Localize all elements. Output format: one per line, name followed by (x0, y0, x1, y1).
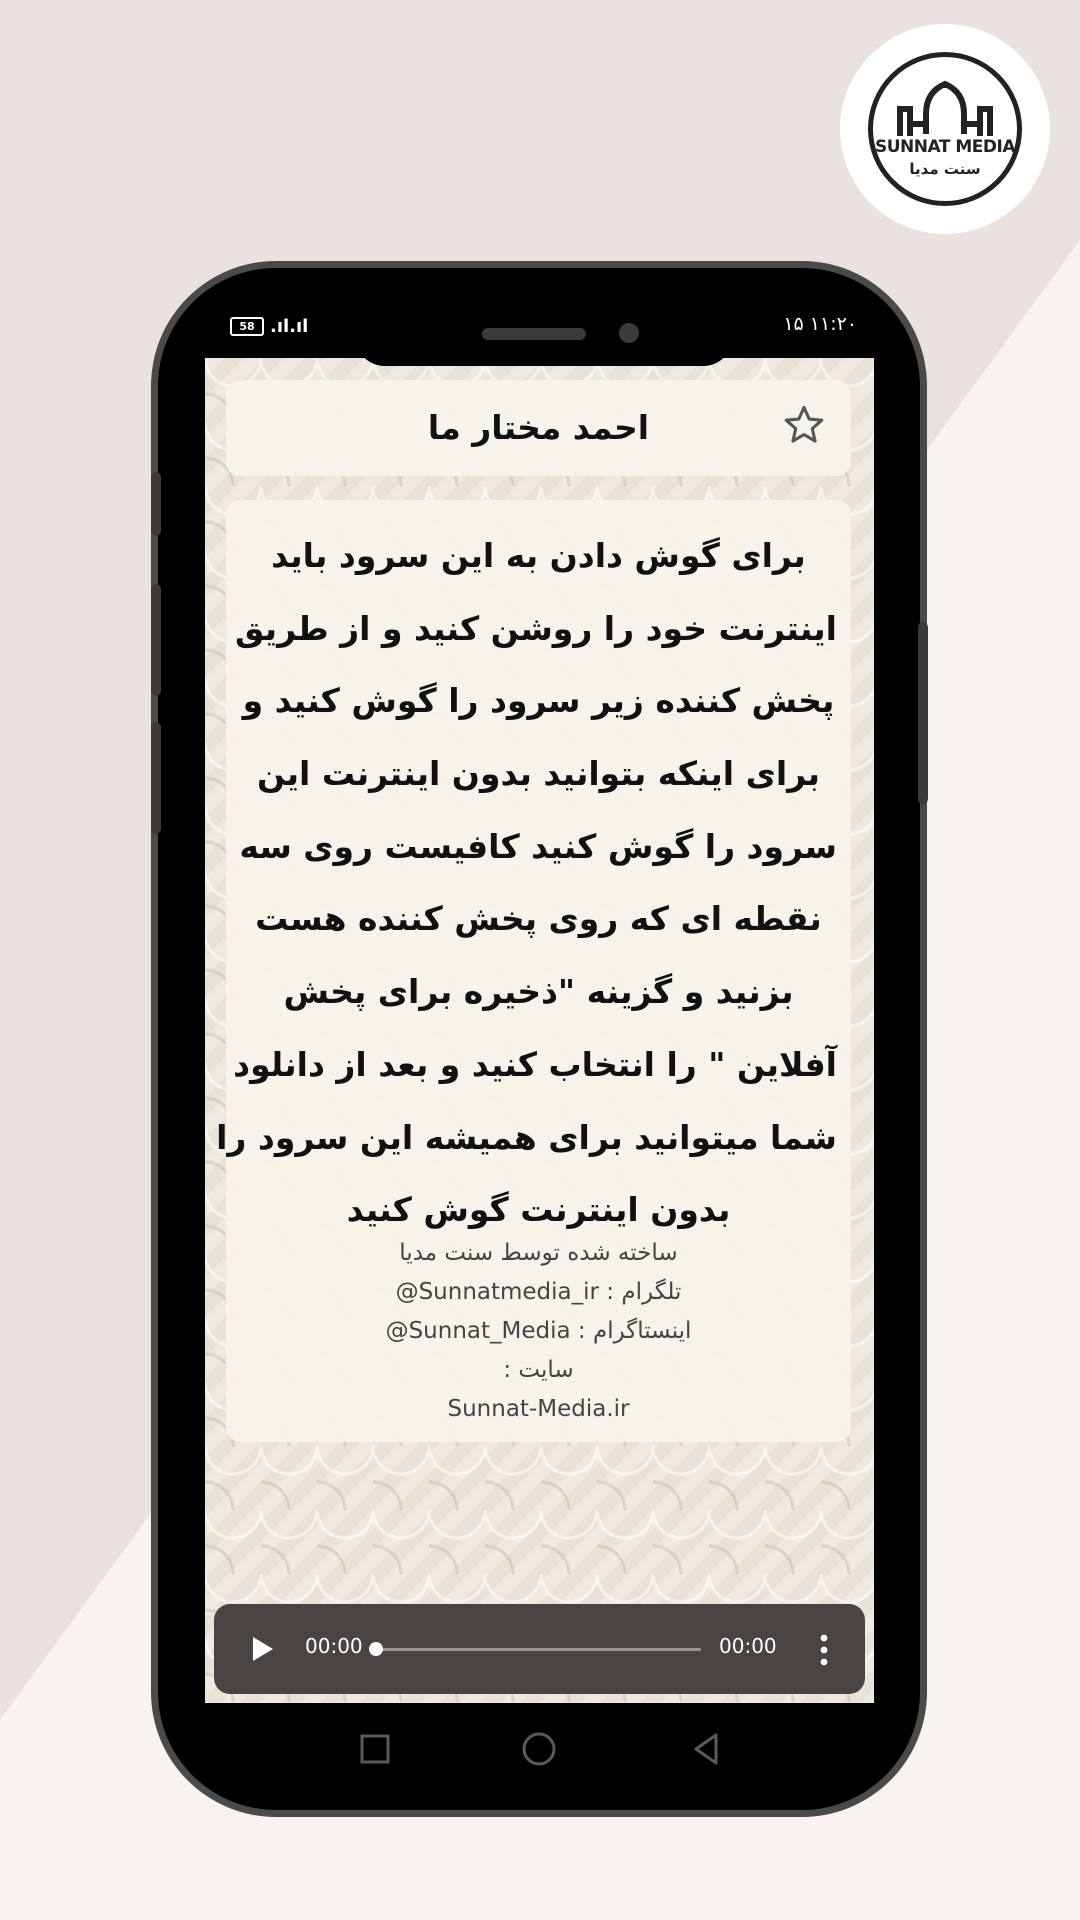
lyric-line: سرود را گوش کنید کافیست روی سه (239, 826, 837, 866)
current-time: 00:00 (305, 1634, 363, 1658)
home-icon[interactable] (519, 1729, 559, 1769)
star-outline-icon[interactable] (781, 402, 827, 448)
side-button-bottom (151, 722, 161, 834)
back-icon[interactable] (686, 1729, 726, 1769)
earpiece (482, 328, 586, 340)
mosque-icon (840, 24, 1050, 234)
logo-subtitle: سنت مدیا (909, 160, 981, 178)
sunnat-media-logo (840, 24, 1050, 234)
recents-icon[interactable] (355, 1729, 395, 1769)
credits (226, 1234, 851, 1429)
lyric-line: بزنید و گزینه "ذخیره برای پخش (283, 972, 794, 1012)
seek-thumb[interactable] (369, 1642, 383, 1656)
credit-site-url[interactable]: Sunnat-Media.ir (447, 1396, 630, 1422)
power-button (918, 622, 928, 804)
credit-instagram: اینستاگرام : Sunnat_Media@ (385, 1318, 692, 1344)
title-card (226, 380, 851, 476)
lyric-line: برای گوش دادن به این سرود باید (271, 536, 806, 575)
lyric-line: برای اینکه بتوانید بدون اینترنت این (256, 754, 821, 794)
lyric-line: آفلاین " را انتخاب کنید و بعد از دانلود (233, 1044, 837, 1084)
page-title: احمد مختار ما (427, 408, 650, 447)
total-time: 00:00 (719, 1634, 777, 1658)
credit-site-label: سایت : (503, 1357, 574, 1383)
lyrics-text (216, 520, 837, 1247)
credit-made-by: ساخته شده توسط سنت مدیا (399, 1240, 678, 1266)
lyric-line: نقطه ای که روی پخش کننده هست (255, 899, 822, 939)
more-options-icon[interactable] (814, 1630, 834, 1670)
lyric-line: شما میتوانید برای همیشه این سرود را (216, 1117, 837, 1157)
credit-telegram: تلگرام : Sunnatmedia_ir@ (395, 1279, 682, 1305)
lyrics-card (216, 500, 851, 1442)
front-camera (619, 323, 639, 343)
signal-icon: .ıl.ıl (270, 315, 309, 337)
side-button-top (151, 472, 161, 536)
logo-title: SUNNAT MEDIA (875, 137, 1015, 157)
seek-track[interactable] (376, 1648, 701, 1651)
lyric-line: اینترنت خود را روشن کنید و از طریق (234, 608, 837, 648)
battery-icon: 58 (230, 317, 264, 336)
lyric-line: بدون اینترنت گوش کنید (346, 1190, 731, 1230)
system-nav-bar (205, 1703, 874, 1793)
status-bar-clock: ۱۵ ۱۱:۲۰ (783, 313, 857, 335)
lyric-line: پخش کننده زیر سرود را گوش کنید و (242, 681, 835, 721)
status-bar-left (230, 314, 308, 338)
play-icon[interactable] (244, 1631, 280, 1667)
audio-player (214, 1604, 865, 1694)
side-button-middle (151, 584, 161, 696)
